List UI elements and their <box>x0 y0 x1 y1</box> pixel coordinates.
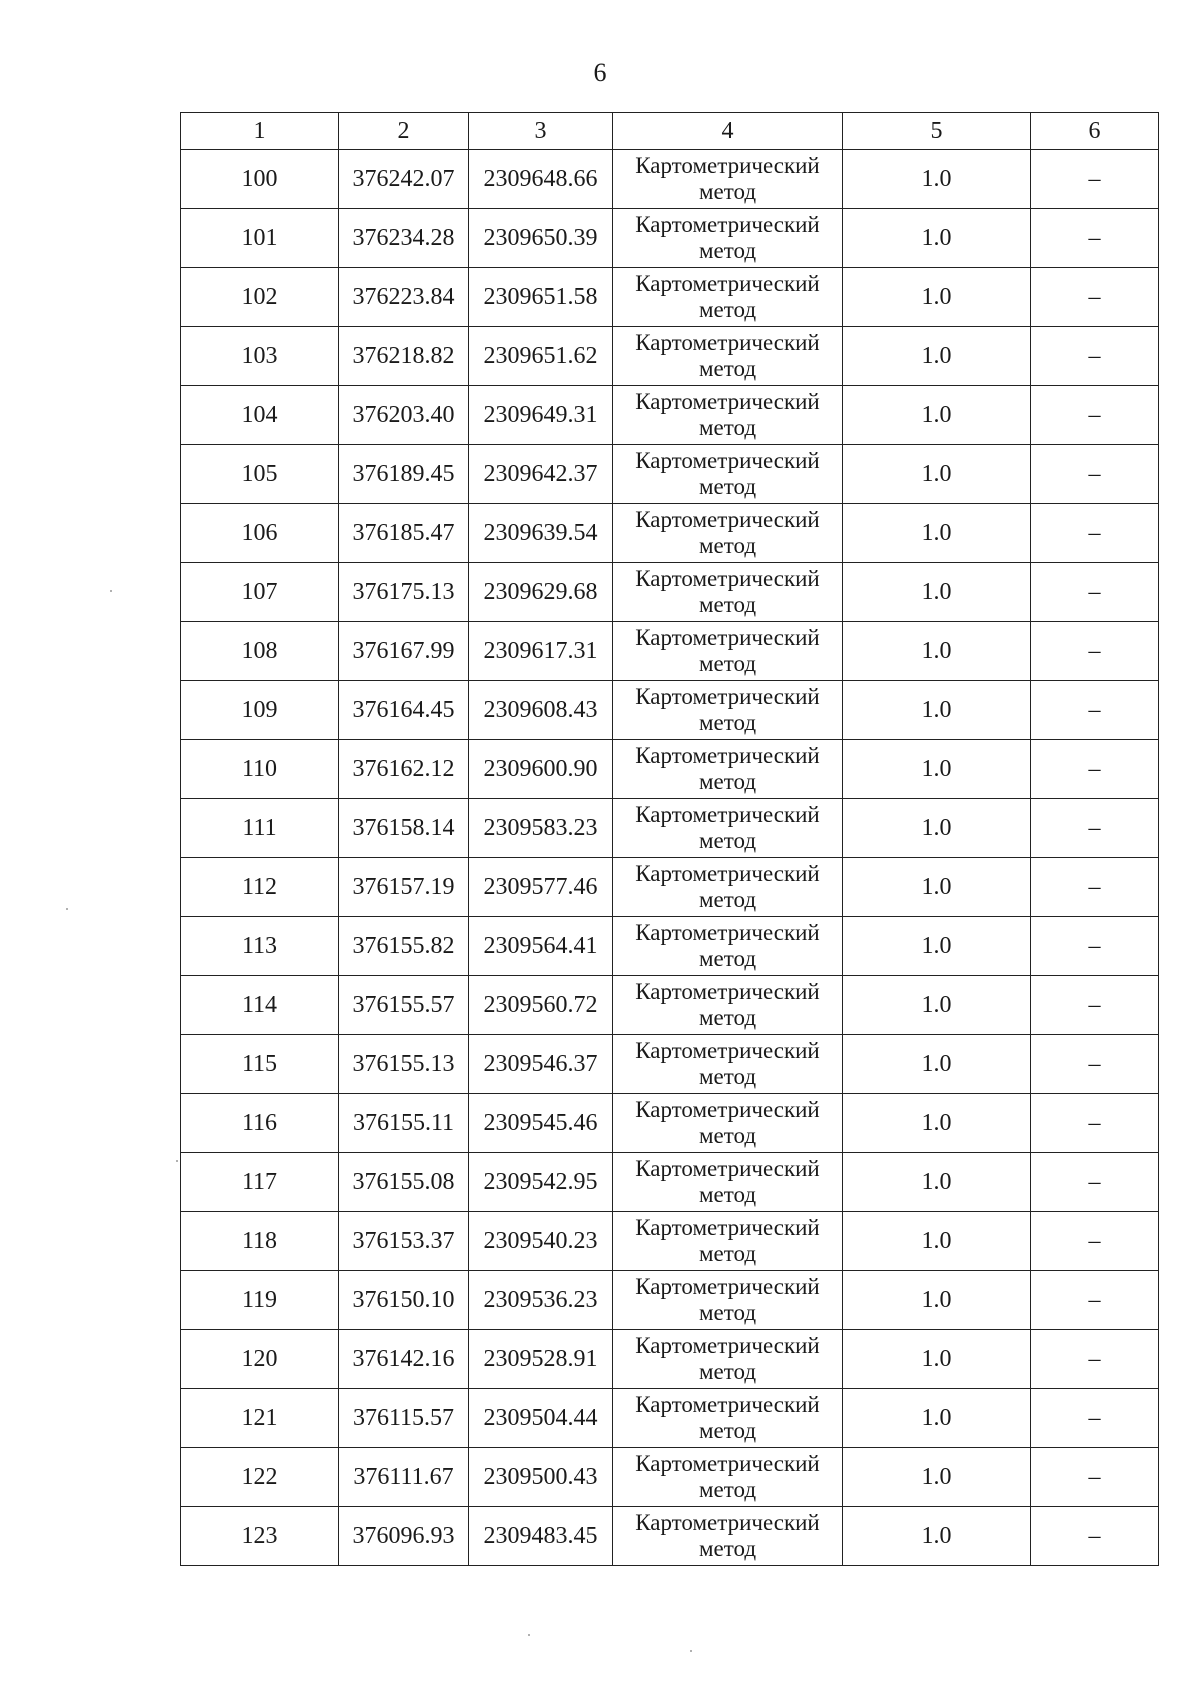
note-cell: – <box>1031 327 1159 386</box>
point-number-cell: 103 <box>181 327 339 386</box>
x-coordinate-cell: 376153.37 <box>339 1212 469 1271</box>
accuracy-cell: 1.0 <box>843 1271 1031 1330</box>
point-number-cell: 107 <box>181 563 339 622</box>
method-text: Картометрический метод <box>635 389 820 440</box>
x-coordinate-cell: 376203.40 <box>339 386 469 445</box>
method-cell <box>613 740 843 799</box>
y-coordinate-cell: 2309617.31 <box>469 622 613 681</box>
table-row <box>181 150 1159 209</box>
column-header: 1 <box>181 113 339 150</box>
note-cell: – <box>1031 1271 1159 1330</box>
note-cell: – <box>1031 1448 1159 1507</box>
point-number-cell: 118 <box>181 1212 339 1271</box>
method-cell <box>613 1271 843 1330</box>
note-cell: – <box>1031 445 1159 504</box>
accuracy-cell: 1.0 <box>843 1153 1031 1212</box>
page-number: 6 <box>593 58 607 87</box>
x-coordinate-cell: 376155.08 <box>339 1153 469 1212</box>
point-number-cell: 116 <box>181 1094 339 1153</box>
y-coordinate-cell: 2309583.23 <box>469 799 613 858</box>
y-coordinate-cell: 2309542.95 <box>469 1153 613 1212</box>
method-text: Картометрический метод <box>635 566 820 617</box>
method-cell <box>613 1389 843 1448</box>
table-row <box>181 268 1159 327</box>
note-cell: – <box>1031 209 1159 268</box>
note-cell: – <box>1031 150 1159 209</box>
note-cell: – <box>1031 1507 1159 1566</box>
accuracy-cell: 1.0 <box>843 976 1031 1035</box>
accuracy-cell: 1.0 <box>843 1507 1031 1566</box>
method-cell <box>613 917 843 976</box>
method-cell <box>613 1035 843 1094</box>
method-cell <box>613 1094 843 1153</box>
method-cell <box>613 150 843 209</box>
y-coordinate-cell: 2309528.91 <box>469 1330 613 1389</box>
x-coordinate-cell: 376189.45 <box>339 445 469 504</box>
method-text: Картометрический метод <box>635 1392 820 1443</box>
note-cell: – <box>1031 858 1159 917</box>
accuracy-cell: 1.0 <box>843 209 1031 268</box>
y-coordinate-cell: 2309560.72 <box>469 976 613 1035</box>
y-coordinate-cell: 2309546.37 <box>469 1035 613 1094</box>
note-cell: – <box>1031 976 1159 1035</box>
scan-speck <box>528 1634 530 1636</box>
method-cell <box>613 445 843 504</box>
x-coordinate-cell: 376162.12 <box>339 740 469 799</box>
point-number-cell: 104 <box>181 386 339 445</box>
note-cell: – <box>1031 1153 1159 1212</box>
note-cell: – <box>1031 504 1159 563</box>
table-row <box>181 1153 1159 1212</box>
method-text: Картометрический метод <box>635 1451 820 1502</box>
table-row <box>181 858 1159 917</box>
accuracy-cell: 1.0 <box>843 858 1031 917</box>
x-coordinate-cell: 376242.07 <box>339 150 469 209</box>
column-header: 3 <box>469 113 613 150</box>
note-cell: – <box>1031 386 1159 445</box>
method-text: Картометрический метод <box>635 1038 820 1089</box>
scan-speck <box>690 1650 692 1652</box>
note-cell: – <box>1031 622 1159 681</box>
point-number-cell: 106 <box>181 504 339 563</box>
column-header: 5 <box>843 113 1031 150</box>
point-number-cell: 113 <box>181 917 339 976</box>
method-cell <box>613 858 843 917</box>
method-text: Картометрический метод <box>635 1097 820 1148</box>
x-coordinate-cell: 376167.99 <box>339 622 469 681</box>
y-coordinate-cell: 2309608.43 <box>469 681 613 740</box>
x-coordinate-cell: 376142.16 <box>339 1330 469 1389</box>
table-row <box>181 1330 1159 1389</box>
method-text: Картометрический метод <box>635 802 820 853</box>
x-coordinate-cell: 376111.67 <box>339 1448 469 1507</box>
accuracy-cell: 1.0 <box>843 681 1031 740</box>
note-cell: – <box>1031 740 1159 799</box>
method-cell <box>613 622 843 681</box>
note-cell: – <box>1031 1094 1159 1153</box>
method-text: Картометрический метод <box>635 1274 820 1325</box>
accuracy-cell: 1.0 <box>843 740 1031 799</box>
note-cell: – <box>1031 1035 1159 1094</box>
point-number-cell: 121 <box>181 1389 339 1448</box>
point-number-cell: 119 <box>181 1271 339 1330</box>
x-coordinate-cell: 376157.19 <box>339 858 469 917</box>
method-cell <box>613 563 843 622</box>
accuracy-cell: 1.0 <box>843 563 1031 622</box>
method-cell <box>613 268 843 327</box>
x-coordinate-cell: 376096.93 <box>339 1507 469 1566</box>
note-cell: – <box>1031 563 1159 622</box>
table-row <box>181 740 1159 799</box>
accuracy-cell: 1.0 <box>843 1212 1031 1271</box>
table-row <box>181 1094 1159 1153</box>
note-cell: – <box>1031 1212 1159 1271</box>
point-number-cell: 101 <box>181 209 339 268</box>
scan-speck <box>176 1160 178 1162</box>
y-coordinate-cell: 2309651.62 <box>469 327 613 386</box>
method-text: Картометрический метод <box>635 448 820 499</box>
method-text: Картометрический метод <box>635 507 820 558</box>
method-cell <box>613 1330 843 1389</box>
x-coordinate-cell: 376223.84 <box>339 268 469 327</box>
point-number-cell: 123 <box>181 1507 339 1566</box>
y-coordinate-cell: 2309483.45 <box>469 1507 613 1566</box>
y-coordinate-cell: 2309504.44 <box>469 1389 613 1448</box>
method-cell <box>613 1507 843 1566</box>
method-text: Картометрический метод <box>635 625 820 676</box>
table-row <box>181 445 1159 504</box>
scan-speck <box>66 908 68 910</box>
accuracy-cell: 1.0 <box>843 1448 1031 1507</box>
method-text: Картометрический метод <box>635 1333 820 1384</box>
point-number-cell: 112 <box>181 858 339 917</box>
x-coordinate-cell: 376155.57 <box>339 976 469 1035</box>
column-header: 4 <box>613 113 843 150</box>
accuracy-cell: 1.0 <box>843 799 1031 858</box>
note-cell: – <box>1031 268 1159 327</box>
method-text: Картометрический метод <box>635 153 820 204</box>
coordinates-table <box>180 112 1159 1566</box>
point-number-cell: 120 <box>181 1330 339 1389</box>
y-coordinate-cell: 2309649.31 <box>469 386 613 445</box>
y-coordinate-cell: 2309648.66 <box>469 150 613 209</box>
point-number-cell: 105 <box>181 445 339 504</box>
y-coordinate-cell: 2309639.54 <box>469 504 613 563</box>
y-coordinate-cell: 2309536.23 <box>469 1271 613 1330</box>
method-cell <box>613 681 843 740</box>
method-text: Картометрический метод <box>635 271 820 322</box>
table-row <box>181 1035 1159 1094</box>
accuracy-cell: 1.0 <box>843 1330 1031 1389</box>
table-row <box>181 681 1159 740</box>
y-coordinate-cell: 2309651.58 <box>469 268 613 327</box>
accuracy-cell: 1.0 <box>843 1389 1031 1448</box>
accuracy-cell: 1.0 <box>843 327 1031 386</box>
y-coordinate-cell: 2309577.46 <box>469 858 613 917</box>
table-row <box>181 1389 1159 1448</box>
point-number-cell: 115 <box>181 1035 339 1094</box>
y-coordinate-cell: 2309642.37 <box>469 445 613 504</box>
method-cell <box>613 976 843 1035</box>
table-row <box>181 1212 1159 1271</box>
y-coordinate-cell: 2309540.23 <box>469 1212 613 1271</box>
table-row <box>181 1271 1159 1330</box>
method-text: Картометрический метод <box>635 330 820 381</box>
method-cell <box>613 1448 843 1507</box>
accuracy-cell: 1.0 <box>843 386 1031 445</box>
method-cell <box>613 1212 843 1271</box>
method-cell <box>613 327 843 386</box>
table-row <box>181 209 1159 268</box>
method-text: Картометрический метод <box>635 1215 820 1266</box>
x-coordinate-cell: 376155.11 <box>339 1094 469 1153</box>
note-cell: – <box>1031 799 1159 858</box>
x-coordinate-cell: 376155.82 <box>339 917 469 976</box>
accuracy-cell: 1.0 <box>843 1094 1031 1153</box>
point-number-cell: 108 <box>181 622 339 681</box>
method-text: Картометрический метод <box>635 979 820 1030</box>
table-row <box>181 504 1159 563</box>
table-header-row <box>181 113 1159 150</box>
y-coordinate-cell: 2309629.68 <box>469 563 613 622</box>
y-coordinate-cell: 2309545.46 <box>469 1094 613 1153</box>
y-coordinate-cell: 2309564.41 <box>469 917 613 976</box>
accuracy-cell: 1.0 <box>843 268 1031 327</box>
accuracy-cell: 1.0 <box>843 622 1031 681</box>
point-number-cell: 100 <box>181 150 339 209</box>
accuracy-cell: 1.0 <box>843 917 1031 976</box>
accuracy-cell: 1.0 <box>843 504 1031 563</box>
point-number-cell: 122 <box>181 1448 339 1507</box>
scan-speck <box>110 590 112 592</box>
method-cell <box>613 209 843 268</box>
method-text: Картометрический метод <box>635 920 820 971</box>
column-header: 2 <box>339 113 469 150</box>
x-coordinate-cell: 376185.47 <box>339 504 469 563</box>
note-cell: – <box>1031 917 1159 976</box>
table-row <box>181 799 1159 858</box>
x-coordinate-cell: 376164.45 <box>339 681 469 740</box>
x-coordinate-cell: 376155.13 <box>339 1035 469 1094</box>
column-header: 6 <box>1031 113 1159 150</box>
table-body <box>181 150 1159 1566</box>
method-cell <box>613 504 843 563</box>
table-row <box>181 327 1159 386</box>
table-row <box>181 1448 1159 1507</box>
x-coordinate-cell: 376175.13 <box>339 563 469 622</box>
method-cell <box>613 799 843 858</box>
note-cell: – <box>1031 1330 1159 1389</box>
note-cell: – <box>1031 1389 1159 1448</box>
table-row <box>181 622 1159 681</box>
note-cell: – <box>1031 681 1159 740</box>
table-row <box>181 1507 1159 1566</box>
accuracy-cell: 1.0 <box>843 445 1031 504</box>
point-number-cell: 109 <box>181 681 339 740</box>
point-number-cell: 111 <box>181 799 339 858</box>
table-row <box>181 563 1159 622</box>
method-cell <box>613 1153 843 1212</box>
accuracy-cell: 1.0 <box>843 150 1031 209</box>
point-number-cell: 110 <box>181 740 339 799</box>
y-coordinate-cell: 2309650.39 <box>469 209 613 268</box>
point-number-cell: 117 <box>181 1153 339 1212</box>
method-text: Картометрический метод <box>635 1156 820 1207</box>
table-row <box>181 386 1159 445</box>
y-coordinate-cell: 2309600.90 <box>469 740 613 799</box>
method-text: Картометрический метод <box>635 861 820 912</box>
x-coordinate-cell: 376150.10 <box>339 1271 469 1330</box>
method-text: Картометрический метод <box>635 743 820 794</box>
x-coordinate-cell: 376115.57 <box>339 1389 469 1448</box>
y-coordinate-cell: 2309500.43 <box>469 1448 613 1507</box>
point-number-cell: 114 <box>181 976 339 1035</box>
method-text: Картометрический метод <box>635 1510 820 1561</box>
x-coordinate-cell: 376158.14 <box>339 799 469 858</box>
x-coordinate-cell: 376234.28 <box>339 209 469 268</box>
table-row <box>181 976 1159 1035</box>
method-text: Картометрический метод <box>635 684 820 735</box>
method-text: Картометрический метод <box>635 212 820 263</box>
x-coordinate-cell: 376218.82 <box>339 327 469 386</box>
point-number-cell: 102 <box>181 268 339 327</box>
accuracy-cell: 1.0 <box>843 1035 1031 1094</box>
table-row <box>181 917 1159 976</box>
method-cell <box>613 386 843 445</box>
